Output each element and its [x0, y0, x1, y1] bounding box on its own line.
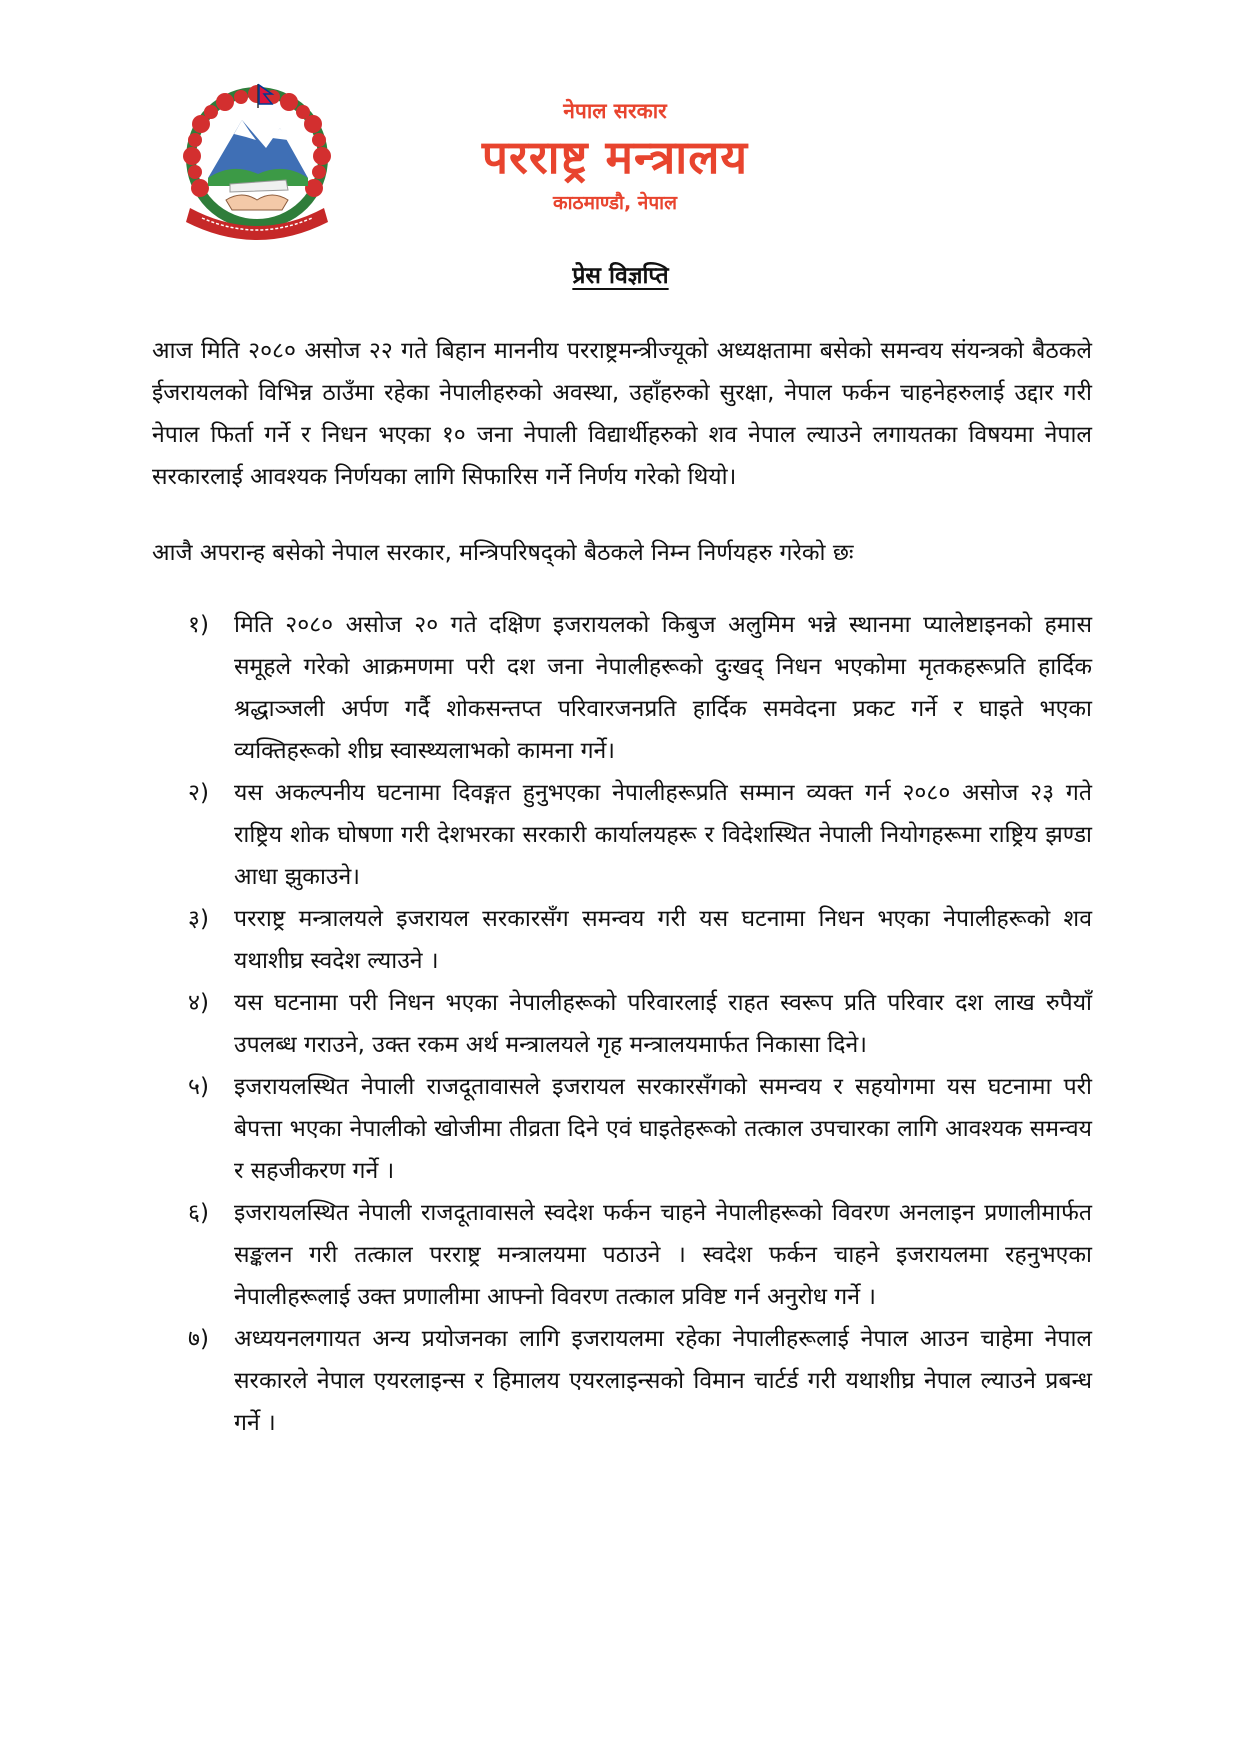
- decision-item: [152, 1192, 1092, 1318]
- decision-number: १): [188, 612, 209, 638]
- decision-item: [152, 982, 1092, 1066]
- cabinet-paragraph: आजै अपरान्ह बसेको नेपाल सरकार, मन्त्रिपरिषद्को बैठकले निम्न निर्णयहरु गरेको छः: [152, 540, 854, 566]
- himalaya-mountains: [208, 120, 308, 178]
- decision-list: [152, 604, 1092, 1444]
- decision-item: [152, 1318, 1092, 1444]
- intro-paragraph: आज मिति २०८० असोज २२ गते बिहान माननीय परराष्ट्रमन्त्रीज्यूको अध्यक्षतामा बसेको समन्वय संयन्त्रको बैठकले ईजरायलको विभिन्न ठाउँमा रहेका नेपालीहरुको अवस्था, उहाँहरुको सुरक्षा, नेपाल फर्कन चाहनेहरुलाई उद्दार गरी नेपाल फिर्ता गर्ने र निधन भएका १० जना नेपाली विद्यार्थीहरुको शव नेपाल ल्याउने लगायतका विषयमा नेपाल सरकारलाई आवश्यक निर्णयका लागि सिफारिस गर्ने निर्णय गरेको थियो।: [152, 338, 1092, 490]
- decision-text: इजरायलस्थित नेपाली राजदूतावासले स्वदेश फर्कन चाहने नेपालीहरूको विवरण अनलाइन प्रणालीमार्फत सङ्कलन गरी तत्काल परराष्ट्र मन्त्रालयमा पठाउने । स्वदेश फर्कन चाहने इजरायलमा रहनुभएका नेपालीहरूलाई उक्त प्रणालीमा आफ्नो विवरण तत्काल प्रविष्ट गर्न अनुरोध गर्ने ।: [234, 1200, 1092, 1310]
- decision-number: २): [188, 780, 209, 806]
- press-release-body: [152, 330, 1092, 1444]
- decision-text: यस घटनामा परी निधन भएका नेपालीहरूको परिवारलाई राहत स्वरूप प्रति परिवार दश लाख रुपैयाँ उपलब्ध गराउने, उक्त रकम अर्थ मन्त्रालयले गृह मन्त्रालयमार्फत निकासा दिने।: [234, 990, 1092, 1058]
- government-name: नेपाल सरकार: [563, 99, 667, 123]
- decision-text: अध्ययनलगायत अन्य प्रयोजनका लागि इजरायलमा रहेका नेपालीहरूलाई नेपाल आउन चाहेमा नेपाल सरकारले नेपाल एयरलाइन्स र हिमालय एयरलाइन्सको विमान चार्टर्ड गरी यथाशीघ्र नेपाल ल्याउने प्रबन्ध गर्ने ।: [234, 1326, 1092, 1436]
- ministry-masthead: [400, 96, 830, 218]
- decision-number: ३): [188, 906, 209, 932]
- decision-number: ७): [188, 1326, 209, 1352]
- ministry-name: परराष्ट्र मन्त्रालय: [481, 130, 749, 184]
- decision-item: [152, 898, 1092, 982]
- ministry-location: काठमाण्डौ, नेपाल: [553, 192, 677, 214]
- document-title: प्रेस विज्ञप्ति: [572, 263, 669, 289]
- nepal-government-emblem-icon: [168, 82, 346, 242]
- decision-number: ४): [188, 990, 209, 1016]
- decision-item: [152, 1066, 1092, 1192]
- decision-item: [152, 604, 1092, 772]
- emblem-graphic: [168, 82, 346, 242]
- handshake: [226, 195, 288, 210]
- decision-number: ५): [188, 1074, 209, 1100]
- letterhead: [0, 0, 1241, 240]
- decision-item: [152, 772, 1092, 898]
- decision-text: मिति २०८० असोज २० गते दक्षिण इजरायलको किबुज अलुमिम भन्ने स्थानमा प्यालेष्टाइनको हमास समूहले गरेको आक्रमणमा परी दश जना नेपालीहरूको दुःखद् निधन भएकोमा मृतकहरूप्रति हार्दिक श्रद्धाञ्जली अर्पण गर्दै शोकसन्तप्त परिवारजनप्रति हार्दिक समवेदना प्रकट गर्ने र घाइते भएका व्यक्तिहरूको शीघ्र स्वास्थ्यलाभको कामना गर्ने।: [234, 612, 1092, 764]
- document-title-row: [0, 258, 1241, 290]
- decision-number: ६): [188, 1200, 209, 1226]
- decision-text: यस अकल्पनीय घटनामा दिवङ्गत हुनुभएका नेपालीहरूप्रति सम्मान व्यक्त गर्न २०८० असोज २३ गते राष्ट्रिय शोक घोषणा गरी देशभरका सरकारी कार्यालयहरू र विदेशस्थित नेपाली नियोगहरूमा राष्ट्रिय झण्डा आधा झुकाउने।: [234, 780, 1092, 890]
- decision-text: परराष्ट्र मन्त्रालयले इजरायल सरकारसँग समन्वय गरी यस घटनामा निधन भएका नेपालीहरूको शव यथाशीघ्र स्वदेश ल्याउने ।: [234, 906, 1092, 974]
- decision-text: इजरायलस्थित नेपाली राजदूतावासले इजरायल सरकारसँगको समन्वय र सहयोगमा यस घटनामा परी बेपत्ता भएका नेपालीको खोजीमा तीव्रता दिने एवं घाइतेहरूको तत्काल उपचारका लागि आवश्यक समन्वय र सहजीकरण गर्ने ।: [234, 1074, 1092, 1184]
